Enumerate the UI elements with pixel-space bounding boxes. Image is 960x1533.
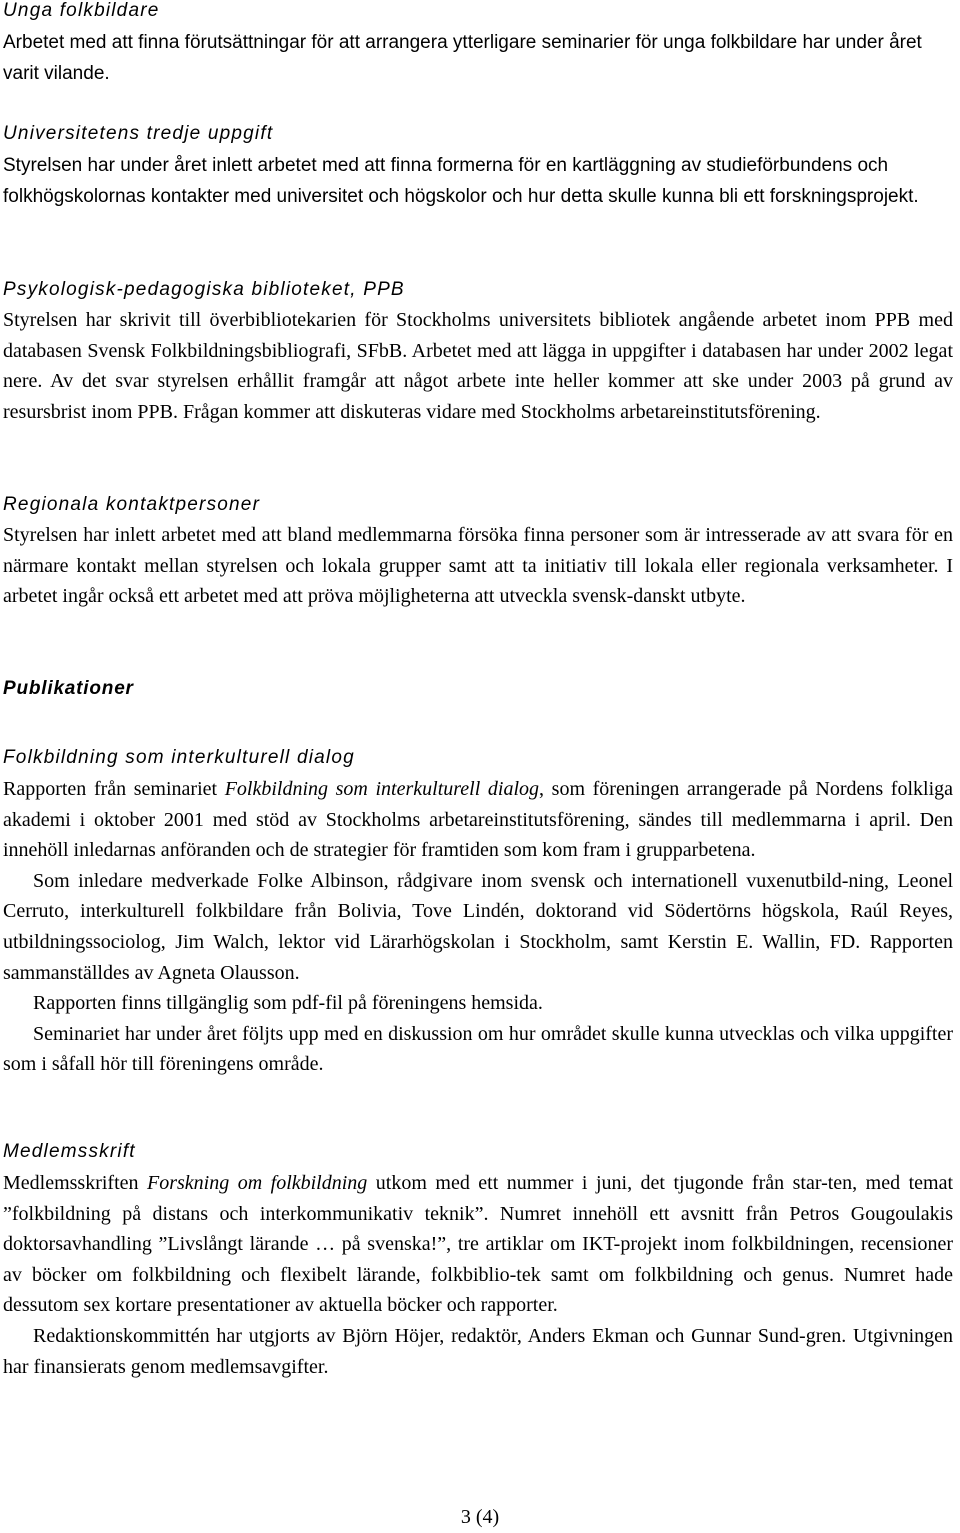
paragraph-ppb: Styrelsen har skrivit till överbibliotekarien för Stockholms universitets bibliotek angående arbetet inom PPB med databasen Svensk Folkbildningsbibliografi, SFbB. Arbetet med att lägga in uppgifter i databasen har under 2002 legat nere. Av det svar styrelsen erhållit framgår att något arbete inte heller kommer att ske under 2003 på grund av resursbrist inom PPB. Frågan kommer att diskuteras vidare med Stockholms arbetareinstitutsförening.: [3, 309, 953, 423]
section-heading-publikationer: Publikationer: [3, 678, 134, 699]
page-number: 3 (4): [460, 1506, 500, 1528]
section-heading-folkbildning-dialog: Folkbildning som interkulturell dialog: [3, 747, 355, 768]
paragraph-dialog-pdf: Rapporten finns tillgänglig som pdf-fil på föreningens hemsida.: [33, 992, 543, 1015]
paragraph-regionala-kontaktpersoner: Styrelsen har inlett arbetet med att bland medlemmarna försöka finna personer som är intresserade av att svara för en närmare kontakt mellan styrelsen och lokala grupper samt att ta initiativ till lokala eller regionala verksamheter. I arbetet ingår också ett arbetet med att pröva möjligheterna att utveckla svensk-danskt utbyte.: [3, 524, 953, 608]
paragraph-unga-folkbildare: Arbetet med att finna förutsättningar för att arrangera ytterligare seminarier för unga folkbildare har under året varit vilande.: [3, 32, 922, 84]
section-body-medlemsskrift: [3, 1168, 953, 1382]
section-heading-medlemsskrift: Medlemsskrift: [3, 1141, 136, 1162]
section-body-folkbildning-dialog: [3, 774, 953, 1080]
section-heading-unga-folkbildare: Unga folkbildare: [3, 0, 160, 21]
paragraph-dialog-uppfoljning: Seminariet har under året följts upp med en diskussion om hur området skulle kunna utvecklas och vilka uppgifter som i såfall hör till föreningens område.: [3, 1022, 953, 1076]
section-heading-regionala-kontaktpersoner: Regionala kontaktpersoner: [3, 494, 261, 515]
paragraph-medlemsskrift-nummer: Medlemsskriften Forskning om folkbildning utkom med ett nummer i juni, det tjugonde från star-ten, med temat ”folkbildning på distans och interkommunikativ teknik”. Numret innehöll ett avsnitt från Petros Gougoulakis doktorsavhandling ”Livslångt lärande … på svenska!”, tre artiklar om IKT-projekt inom folkbildningen, recensioner av böcker om folkbildning och flexibelt lärande, folkbiblio-tek samt om folkbildning och genus. Numret hade dessutom sex kortare presentationer av aktuella böcker och rapporter.: [3, 1172, 954, 1317]
publication-title-medlemsskrift: Forskning om folkbildning: [147, 1172, 368, 1194]
paragraph-medlemsskrift-redaktion: Redaktionskommittén har utgjorts av Björn Höjer, redaktör, Anders Ekman och Gunnar Sund-gren. Utgivningen har finansierats genom medlemsavgifter.: [3, 1324, 953, 1378]
section-heading-universitetens-tredje-uppgift: Universitetens tredje uppgift: [3, 123, 274, 144]
publication-title-dialog: Folkbildning som interkulturell dialog: [224, 778, 540, 800]
paragraph-universitetens-tredje-uppgift: Styrelsen har under året inlett arbetet med att finna formerna för en kartläggning av studieförbundens och folkhögskolornas kontakter med universitet och högskolor och hur detta skulle kunna bli ett forskningsprojekt.: [3, 155, 919, 207]
paragraph-dialog-rapport: Rapporten från seminariet Folkbildning som interkulturell dialog, som föreningen arrangerade på Nordens folkliga akademi i oktober 2001 med stöd av Stockholms arbetareinstitutsförening, sändes till medlemmarna i april. Den innehöll inledarnas anföranden och de strategier för framtiden som kom fram i grupparbetena.: [3, 778, 953, 862]
paragraph-dialog-inledare: Som inledare medverkade Folke Albinson, rådgivare inom svensk och internationell vuxenutbild-ning, Leonel Cerruto, interkulturell folkbildare från Bolivia, Tove Lindén, doktorand vid Södertörns högskola, Raúl Reyes, utbildningssociolog, Jim Walch, lektor vid Lärarhögskolan i Stockholm, samt Kerstin E. Wallin, FD. Rapporten sammanställdes av Agneta Olausson.: [3, 869, 953, 984]
section-heading-ppb: Psykologisk-pedagogiska biblioteket, PPB: [3, 279, 405, 300]
